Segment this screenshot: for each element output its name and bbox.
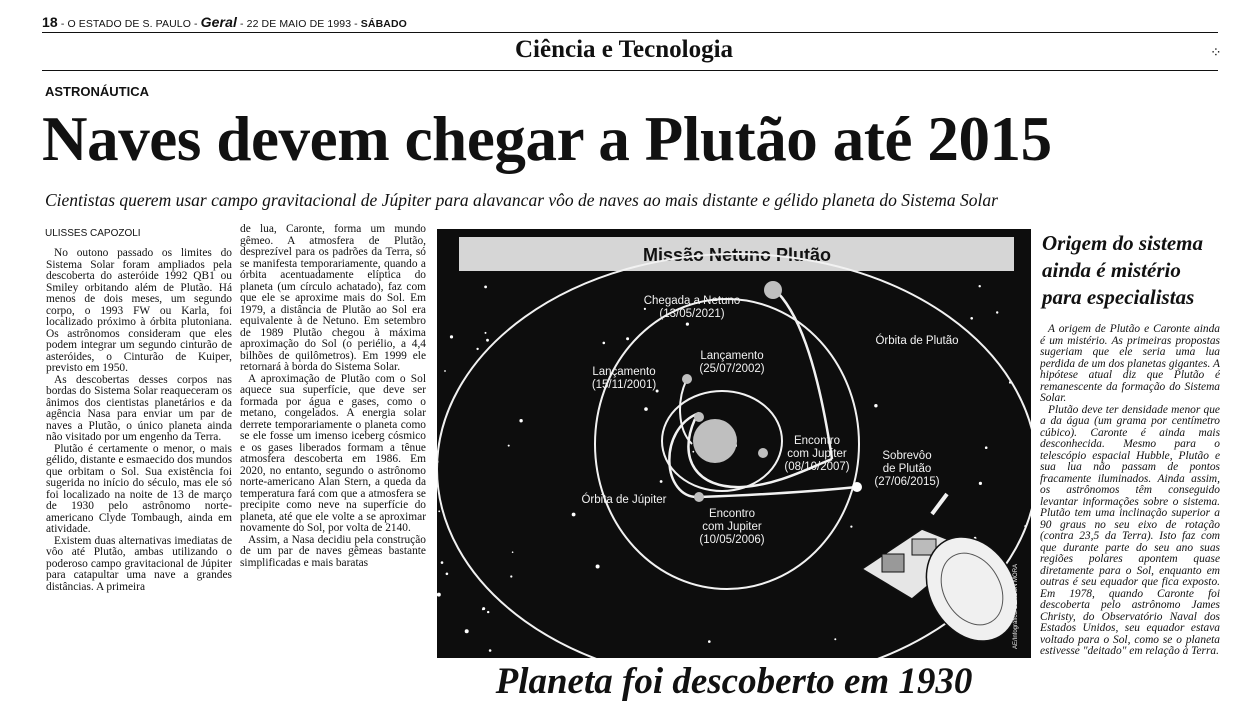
label-launch-2001: Lançamento (15/11/2001) bbox=[591, 366, 657, 391]
star bbox=[692, 451, 694, 453]
star bbox=[985, 446, 988, 449]
deck: Cientistas querem usar campo gravitacional de Júpiter para alavancar vôo de naves ao mais distante e gélido planeta do Sistema Solar bbox=[45, 190, 998, 210]
star bbox=[850, 526, 852, 528]
sidebar-text bbox=[1040, 324, 1220, 705]
star bbox=[450, 335, 453, 338]
star bbox=[596, 565, 600, 569]
label-jupiter-encounter-2006: Encontro com Jupiter (10/05/2006) bbox=[699, 508, 765, 546]
star bbox=[572, 513, 576, 517]
star bbox=[465, 629, 469, 633]
star bbox=[444, 370, 446, 372]
issue-date: 22 DE MAIO DE 1993 bbox=[246, 18, 352, 30]
article-column-2 bbox=[240, 224, 426, 705]
pluto-icon bbox=[852, 482, 862, 492]
paper-name: O ESTADO DE S. PAULO bbox=[67, 18, 191, 30]
star bbox=[489, 649, 492, 652]
star bbox=[441, 561, 444, 564]
star bbox=[476, 348, 478, 350]
paragraph: Existem duas alternativas imediatas de vôo até Plutão, ambas utilizando o poderoso campo gravitacional de Júpiter para catapultar uma nave a grandes distâncias. A primeira bbox=[46, 534, 232, 593]
jupiter-encounter-2006 bbox=[694, 492, 704, 502]
masthead-rule bbox=[42, 32, 1218, 33]
jupiter-encounter-2007 bbox=[758, 448, 768, 458]
star bbox=[874, 404, 877, 407]
issue-weekday: SÁBADO bbox=[360, 18, 407, 30]
label-launch-2002: Lançamento (25/07/2002) bbox=[699, 350, 765, 375]
sub-headline: Planeta foi descoberto em 1930 bbox=[495, 661, 973, 702]
star bbox=[508, 445, 510, 447]
star bbox=[626, 337, 629, 340]
section-title: Ciência e Tecnologia bbox=[514, 36, 734, 63]
section-rule bbox=[42, 70, 1218, 71]
star bbox=[996, 311, 998, 313]
launch-point-2002 bbox=[694, 412, 704, 422]
star bbox=[970, 317, 973, 320]
paragraph: Plutão deve ter densidade menor que a da água (um grama por centímetro cúbico). Caronte é ainda mais desconhecida. Mesmo para o telescópio espacial Hubble, Plutão e sua lua não passam de pontos fracamente iluminados. Ainda assim, os astrônomos têm conseguido levantar informações sobre o sistema. Plutão tem uma inclinação superior a 90 graus no seu eixo de rotação (contra 23,5 da Terra). Isto faz com que durante parte do seu ano suas regiões polares apontem quase diretamente para o Sol, enquanto em outras é seu equador que fica exposto. Em 1978, quando Caronte foi descoberta pelo astrônomo James Christy, do Observatório Naval dos Estados Unidos, seu equador estava voltado para o Sol, como se o planeta estivesse "deitado" em relação à Terra. bbox=[1040, 403, 1220, 657]
paragraph: A origem de Plutão e Caronte ainda é um mistério. As primeiras propostas sugeriam que ele seria uma lua perdida de um dos planetas gigantes. A hipótese atual diz que Plutão é remanescente da formação do Sistema Solar. bbox=[1040, 324, 1220, 404]
star bbox=[708, 640, 711, 643]
kicker: ASTRONÁUTICA bbox=[45, 84, 149, 99]
star bbox=[487, 611, 489, 613]
star bbox=[486, 339, 489, 342]
star bbox=[834, 638, 836, 640]
section-name: Geral bbox=[200, 14, 237, 30]
label-pluto-flyby: Sobrevôo de Plutão (27/06/2015) bbox=[874, 450, 940, 488]
headline: Naves devem chegar a Plutão até 2015 bbox=[42, 104, 1052, 174]
print-speck: ⁘ bbox=[1210, 46, 1222, 61]
star bbox=[686, 323, 689, 326]
neptune-icon bbox=[764, 281, 782, 299]
paragraph: As descobertas desses corpos nas bordas do Sistema Solar reaqueceram os ânimos dos cientistas planetários e da agência Nasa para enviar um par de naves a Plutão, o único planeta ainda não visitado por um engenho da Terra. bbox=[46, 373, 232, 443]
star bbox=[510, 575, 512, 577]
star bbox=[644, 308, 646, 310]
star bbox=[603, 342, 606, 345]
byline: ULISSES CAPOZOLI bbox=[45, 228, 141, 239]
paragraph: Assim, a Nasa decidiu pela construção de um par de naves gêmeas bastante simplificadas e mais baratas bbox=[240, 533, 426, 569]
paragraph: No outono passado os limites do Sistema Solar foram ampliados pela descoberta do asteróide 1992 QB1 ou Smiley orbitando além de Plutão. Há menos de dois meses, um segundo corpo, o 1993 FW ou Karla, foi localizado próximo à órbita plutoniana. Os astrônomos consideram que eles podem integrar um segundo cinturão de asteróides, o Cinturão de Kuiper, previsto em 1950. bbox=[46, 248, 232, 374]
star bbox=[644, 407, 648, 411]
paragraph: Plutão é certamente o menor, o mais gélido, distante e esmaecido dos mundos que orbitam o Sol. Sua existência foi sugerida no início do século, mas ele só foi localizado na noite de 13 de março de 1930 pelo astrônomo norte-americano Clyde Tombaugh, ainda em atividade. bbox=[46, 442, 232, 535]
label-jupiter-orbit: Órbita de Júpiter bbox=[581, 494, 667, 506]
sun-icon bbox=[693, 419, 737, 463]
masthead: 18 - O ESTADO DE S. PAULO - Geral - 22 DE MAIO DE 1993 - SÁBADO bbox=[42, 14, 407, 30]
mission-infographic bbox=[437, 229, 1031, 658]
label-pluto-orbit: Órbita de Plutão bbox=[875, 335, 959, 347]
paragraph: A aproximação de Plutão com o Sol aquece sua superfície, que deve ser formada por água e gases, como o metano, congelados. A energia solar derrete temporariamente o planeta como se ele fosse um imenso iceberg cósmico e os gases liberados formam a tênue atmosfera descoberta em 1986. Em 2020, no entanto, segundo o astrônomo norte-americano Alan Stern, a queda da temperatura fará com que a atmosfera se precipite como neve na superfície do planeta, até que ele volte a se aproximar novamente do Sol, por volta de 2140. bbox=[240, 372, 426, 534]
page-number: 18 bbox=[42, 14, 58, 30]
label-jupiter-encounter-2007: Encontro com Jupiter (08/10/2007) bbox=[784, 435, 850, 473]
graphic-credit: AE/Infográfico/GERSON MORA bbox=[1013, 563, 1019, 649]
star bbox=[438, 510, 440, 512]
paragraph: de lua, Caronte, forma um mundo gêmeo. A atmosfera de Plutão, desprezível para os padrões da Terra, só se manifesta temporariamente, quando a órbita acentuadamente elíptica do planeta (um círculo achatado), faz com que ele se aproxime mais do Sol. Em 1979, a distância de Plutão ao Sol era equivalente à de Netuno. Em setembro de 1989 Plutão chegou à máxima aproximação do Sol (o periélio, a 4,4 bilhões de quilômetros). Em 1999 ele retornará à borda do Sistema Solar. bbox=[240, 224, 426, 373]
star bbox=[512, 551, 514, 553]
article-column-1 bbox=[46, 248, 232, 705]
sidebar-headline: Origem do sistema ainda é mistério para especialistas bbox=[1042, 231, 1203, 309]
star bbox=[485, 332, 487, 334]
star bbox=[660, 480, 663, 483]
star bbox=[446, 573, 449, 576]
launch-point-2001 bbox=[682, 374, 692, 384]
star bbox=[484, 286, 487, 289]
label-neptune-arrival: Chegada a Netuno (13/05/2021) bbox=[643, 295, 741, 320]
star bbox=[519, 419, 522, 422]
star bbox=[482, 609, 484, 611]
star bbox=[979, 482, 982, 485]
star bbox=[979, 285, 981, 287]
graphic-title: Missão Netuno Plutão bbox=[642, 245, 832, 265]
